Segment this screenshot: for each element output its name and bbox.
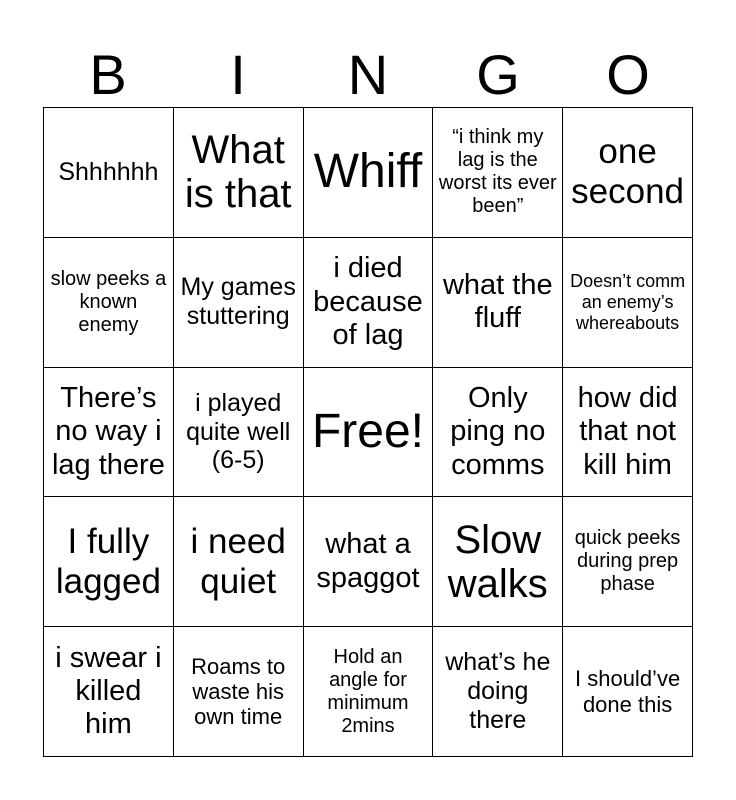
- bingo-cell[interactable]: There’s no way i lag there: [44, 368, 174, 498]
- header-letter-b: B: [89, 43, 127, 106]
- header-letter-i: I: [230, 43, 246, 106]
- bingo-cell[interactable]: i played quite well (6-5): [174, 368, 304, 498]
- bingo-cell[interactable]: “i think my lag is the worst its ever been”: [433, 108, 563, 238]
- header-letter-g: G: [476, 43, 520, 106]
- bingo-cell[interactable]: Hold an angle for minimum 2mins: [304, 627, 434, 757]
- bingo-cell[interactable]: Shhhhhh: [44, 108, 174, 238]
- bingo-cell[interactable]: Doesn’t comm an enemy’s whereabouts: [563, 238, 693, 368]
- bingo-cell[interactable]: I fully lagged: [44, 497, 174, 627]
- bingo-cell[interactable]: slow peeks a known enemy: [44, 238, 174, 368]
- bingo-cell[interactable]: what a spaggot: [304, 497, 434, 627]
- bingo-cell[interactable]: one second: [563, 108, 693, 238]
- bingo-cell[interactable]: Slow walks: [433, 497, 563, 627]
- bingo-cell[interactable]: i died because of lag: [304, 238, 434, 368]
- bingo-cell[interactable]: What is that: [174, 108, 304, 238]
- header-letter-o: O: [606, 43, 650, 106]
- bingo-cell[interactable]: what’s he doing there: [433, 627, 563, 757]
- bingo-cell[interactable]: what the fluff: [433, 238, 563, 368]
- bingo-cell[interactable]: i swear i killed him: [44, 627, 174, 757]
- bingo-cell[interactable]: Whiff: [304, 108, 434, 238]
- bingo-grid: [43, 107, 693, 757]
- free-space[interactable]: Free!: [304, 368, 434, 498]
- bingo-cell[interactable]: i need quiet: [174, 497, 304, 627]
- bingo-cell[interactable]: Roams to waste his own time: [174, 627, 304, 757]
- bingo-cell[interactable]: how did that not kill him: [563, 368, 693, 498]
- bingo-cell[interactable]: Only ping no comms: [433, 368, 563, 498]
- bingo-header: [43, 42, 693, 108]
- bingo-cell[interactable]: I should’ve done this: [563, 627, 693, 757]
- header-letter-n: N: [347, 43, 389, 106]
- bingo-cell[interactable]: My games stuttering: [174, 238, 304, 368]
- bingo-cell[interactable]: quick peeks during prep phase: [563, 497, 693, 627]
